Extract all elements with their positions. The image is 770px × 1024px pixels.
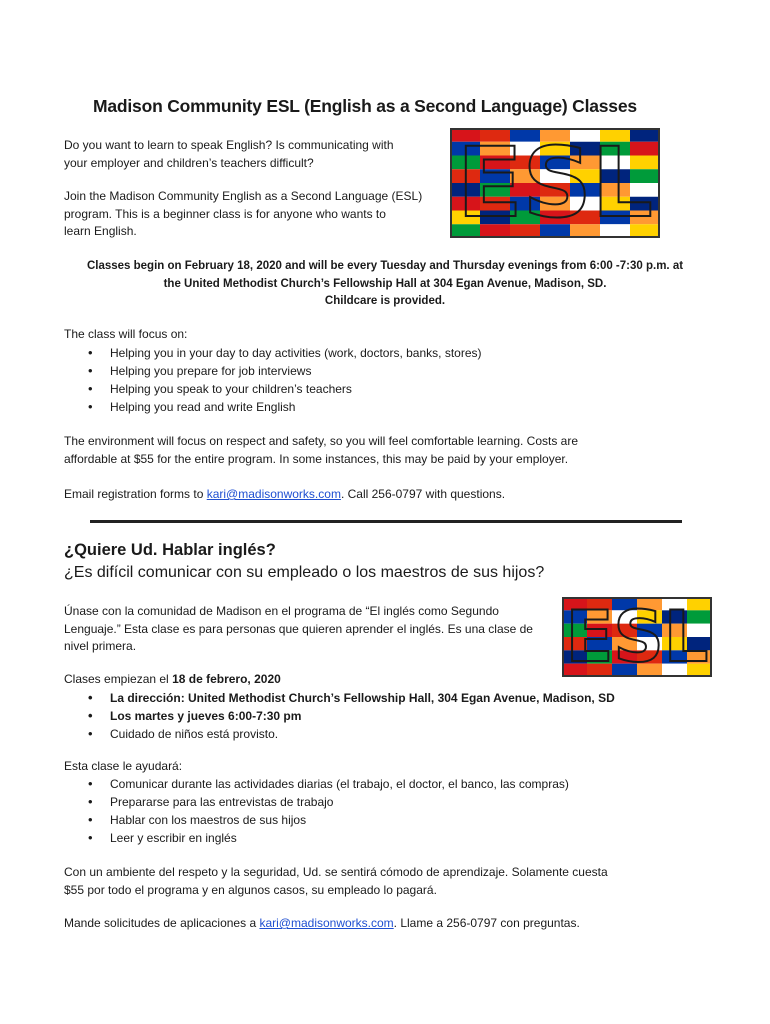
intro-paragraph (64, 137, 444, 172)
email-suffix: . Llame a 256-0797 con preguntas. (393, 916, 580, 930)
environment-paragraph (64, 433, 704, 468)
spanish-join-paragraph (64, 603, 554, 656)
join-line: Join the Madison Community English as a Second Language (ESL) (64, 189, 423, 203)
spanish-subtitle: ¿Es difícil comunicar con su empleado o los maestros de sus hijos? (64, 564, 545, 581)
environment-line: affordable at $55 for the entire program. In some instances, this may be paid by your employer. (64, 451, 569, 466)
start-date: 18 de febrero, 2020 (172, 672, 281, 686)
list-item: • Los martes y jueves 6:00-7:30 pm (64, 707, 615, 725)
start-prefix: Clases empiezan el (64, 672, 173, 686)
environment-line: Con un ambiente del respeto y la seguridad, Ud. se sentirá cómodo de aprendizaje. Solamente cuesta (64, 865, 608, 879)
environment-line: $55 por todo el programa y en algunos casos, su empleado lo pagará. (64, 882, 437, 897)
join-line: learn English. (64, 224, 137, 238)
page-title: Madison Community ESL (English as a Second Language) Classes (93, 96, 637, 116)
spanish-environment-paragraph (64, 864, 704, 899)
join-line: Lenguaje.” Esta clase es para personas que quieren aprender el inglés. Es una clase de (64, 621, 533, 636)
environment-line: The environment will focus on respect and safety, so you will feel comfortable learning. Costs are (64, 434, 579, 448)
list-item: • La dirección: United Methodist Church’s Fellowship Hall, 304 Egan Avenue, Madison, SD (64, 689, 615, 707)
list-item: • Leer y escribir en inglés (64, 829, 569, 847)
join-paragraph (64, 188, 444, 241)
list-item: • Helping you read and write English (64, 398, 482, 416)
esl-flags-logo-small (562, 597, 712, 677)
email-paragraph (64, 486, 505, 504)
focus-list (64, 344, 482, 416)
list-item: • Hablar con los maestros de sus hijos (64, 811, 569, 829)
schedule-line: Classes begin on February 18, 2020 and will be every Tuesday and Thursday evenings from 6:00 -7:30 p.m. at (86, 260, 684, 272)
spanish-title: ¿Quiere Ud. Hablar inglés? (64, 541, 276, 559)
email-link[interactable]: kari@madisonworks.com (259, 916, 394, 930)
list-item: • Helping you prepare for job interviews (64, 362, 482, 380)
esl-logo-letters: ESL (457, 127, 653, 239)
esl-flags-logo (450, 128, 660, 238)
list-item: • Comunicar durante las actividades diarias (el trabajo, el doctor, el banco, las compras) (64, 775, 569, 793)
join-line: nivel primera. (64, 639, 137, 653)
email-link[interactable]: kari@madisonworks.com (206, 487, 341, 501)
section-divider (90, 520, 682, 523)
childcare-note: Childcare is provided. (324, 295, 446, 307)
email-prefix: Email registration forms to (64, 487, 207, 501)
schedule-line: the United Methodist Church’s Fellowship Hall at 304 Egan Avenue, Madison, SD. (163, 277, 607, 290)
intro-line: your employer and children’s teachers difficult? (64, 155, 314, 170)
esl-logo-letters: ESL (565, 596, 709, 678)
intro-line: Do you want to learn to speak English? Is communicating with (64, 138, 394, 152)
email-prefix: Mande solicitudes de aplicaciones a (64, 916, 260, 930)
focus-label: The class will focus on: (64, 327, 188, 341)
list-item: • Prepararse para las entrevistas de trabajo (64, 793, 569, 811)
list-item: • Helping you in your day to day activities (work, doctors, banks, stores) (64, 344, 482, 362)
list-item: • Cuidado de niños está provisto. (64, 725, 615, 743)
email-suffix: . Call 256-0797 with questions. (340, 487, 506, 501)
join-line: Únase con la comunidad de Madison en el programa de “El inglés como Segundo (64, 604, 499, 618)
join-line: program. This is a beginner class is for anyone who wants to (64, 206, 386, 221)
help-label: Esta clase le ayudará: (64, 759, 183, 773)
details-list (64, 689, 615, 743)
start-date-line (64, 671, 281, 689)
schedule-notice (40, 258, 730, 311)
help-list (64, 775, 569, 847)
list-item: • Helping you speak to your children’s teachers (64, 380, 482, 398)
spanish-email-paragraph (64, 915, 580, 933)
